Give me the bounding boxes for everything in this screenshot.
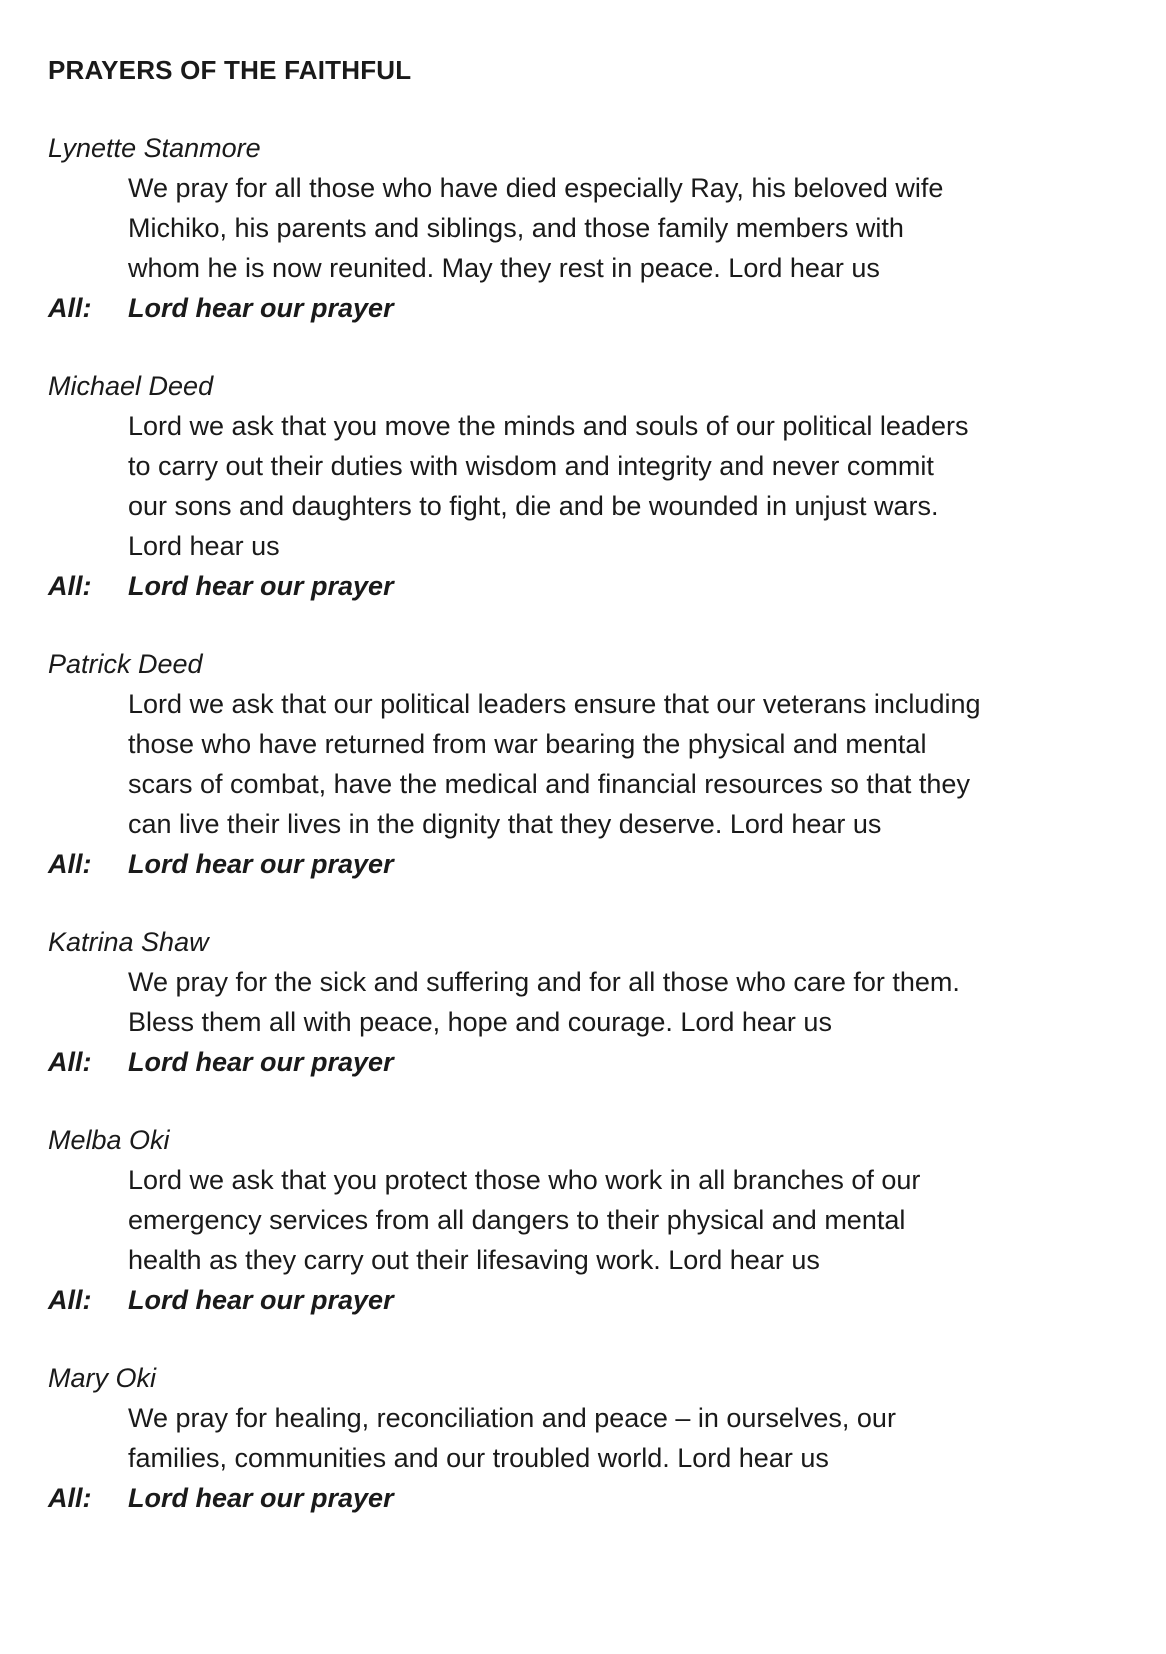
intention-line: scars of combat, have the medical and financial resources so that they bbox=[128, 769, 970, 799]
reader-name: Katrina Shaw bbox=[48, 927, 209, 957]
prayer-intention bbox=[48, 684, 1128, 844]
response-label: All: bbox=[48, 1285, 92, 1315]
prayer-intention bbox=[48, 1160, 1128, 1280]
response-text: Lord hear our prayer bbox=[128, 849, 394, 879]
response-label: All: bbox=[48, 293, 92, 323]
intention-line: emergency services from all dangers to their physical and mental bbox=[128, 1205, 906, 1235]
prayer-intention bbox=[48, 962, 1128, 1042]
reader-name: Lynette Stanmore bbox=[48, 133, 261, 163]
prayer-list bbox=[48, 128, 1128, 1518]
response-text: Lord hear our prayer bbox=[128, 1483, 394, 1513]
prayer-block bbox=[48, 1120, 1128, 1320]
prayer-block bbox=[48, 128, 1128, 328]
prayer-block bbox=[48, 366, 1128, 606]
page-title: PRAYERS OF THE FAITHFUL bbox=[48, 55, 412, 85]
response-text: Lord hear our prayer bbox=[128, 293, 394, 323]
intention-line: We pray for healing, reconciliation and peace – in ourselves, our bbox=[128, 1403, 896, 1433]
response-text: Lord hear our prayer bbox=[128, 1047, 394, 1077]
prayers-page bbox=[48, 50, 1128, 1556]
intention-line: Lord we ask that you move the minds and souls of our political leaders bbox=[128, 411, 969, 441]
intention-line: Michiko, his parents and siblings, and those family members with bbox=[128, 213, 904, 243]
congregation-response bbox=[48, 844, 1128, 884]
response-text: Lord hear our prayer bbox=[128, 1285, 394, 1315]
intention-line: Lord we ask that you protect those who work in all branches of our bbox=[128, 1165, 921, 1195]
congregation-response bbox=[48, 288, 1128, 328]
prayer-intention bbox=[48, 406, 1128, 566]
response-label: All: bbox=[48, 1483, 92, 1513]
congregation-response bbox=[48, 1280, 1128, 1320]
prayer-block bbox=[48, 922, 1128, 1082]
response-label: All: bbox=[48, 1047, 92, 1077]
intention-line: Bless them all with peace, hope and courage. Lord hear us bbox=[128, 1007, 832, 1037]
intention-line: Lord we ask that our political leaders ensure that our veterans including bbox=[128, 689, 981, 719]
congregation-response bbox=[48, 566, 1128, 606]
intention-line: families, communities and our troubled world. Lord hear us bbox=[128, 1443, 829, 1473]
intention-line: can live their lives in the dignity that they deserve. Lord hear us bbox=[128, 809, 882, 839]
intention-line: to carry out their duties with wisdom and integrity and never commit bbox=[128, 451, 934, 481]
intention-line: health as they carry out their lifesaving work. Lord hear us bbox=[128, 1245, 820, 1275]
congregation-response bbox=[48, 1478, 1128, 1518]
intention-line: Lord hear us bbox=[128, 531, 280, 561]
prayer-intention bbox=[48, 168, 1128, 288]
intention-line: our sons and daughters to fight, die and be wounded in unjust wars. bbox=[128, 491, 939, 521]
intention-line: We pray for the sick and suffering and for all those who care for them. bbox=[128, 967, 960, 997]
congregation-response bbox=[48, 1042, 1128, 1082]
reader-name: Patrick Deed bbox=[48, 649, 203, 679]
response-label: All: bbox=[48, 849, 92, 879]
intention-line: whom he is now reunited. May they rest in peace. Lord hear us bbox=[128, 253, 880, 283]
reader-name: Michael Deed bbox=[48, 371, 214, 401]
reader-name: Melba Oki bbox=[48, 1125, 170, 1155]
response-label: All: bbox=[48, 571, 92, 601]
intention-line: We pray for all those who have died especially Ray, his beloved wife bbox=[128, 173, 944, 203]
response-text: Lord hear our prayer bbox=[128, 571, 394, 601]
prayer-intention bbox=[48, 1398, 1128, 1478]
intention-line: those who have returned from war bearing the physical and mental bbox=[128, 729, 927, 759]
prayer-block bbox=[48, 1358, 1128, 1518]
reader-name: Mary Oki bbox=[48, 1363, 156, 1393]
prayer-block bbox=[48, 644, 1128, 884]
